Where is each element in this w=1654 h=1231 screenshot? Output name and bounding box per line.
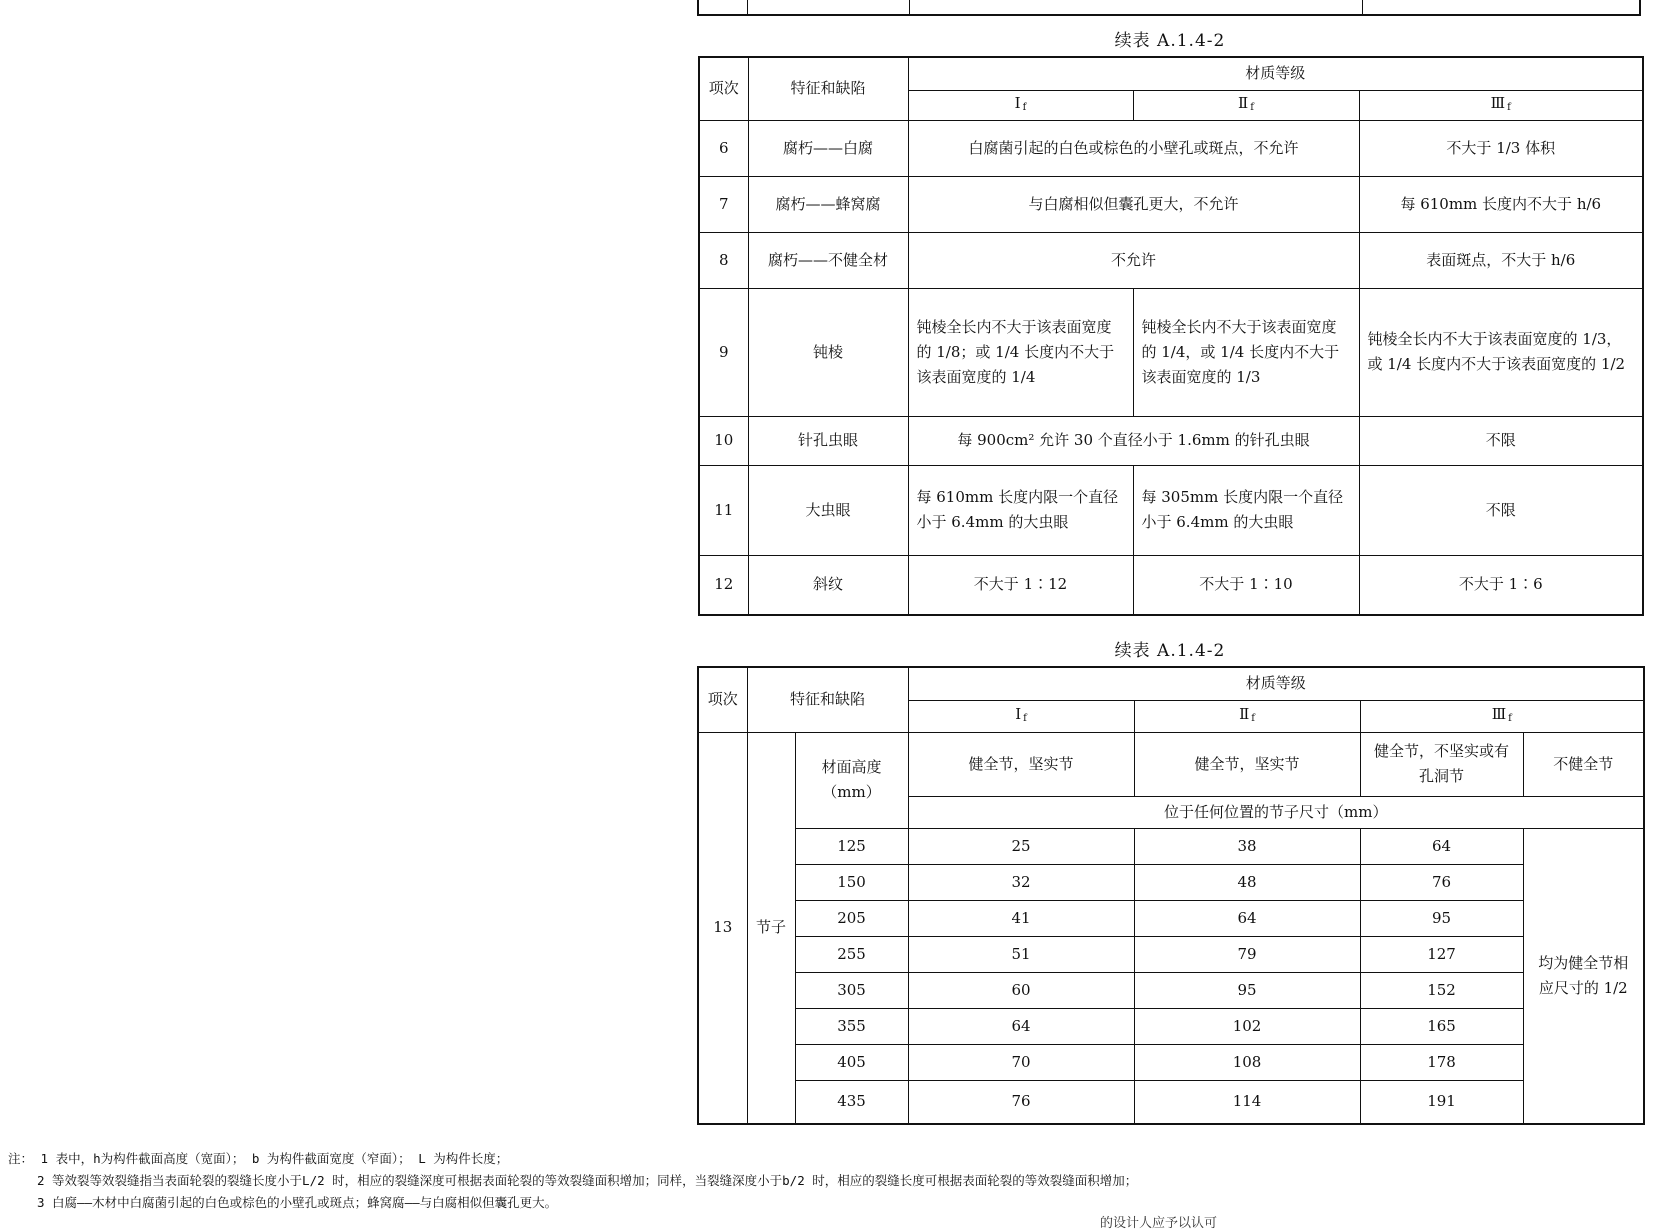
grade-3-knot-type-a: 健全节，不坚实或有孔洞节 [1360,732,1523,796]
height-value: 305 [795,972,908,1008]
cut-off-text: 的设计人应予以认可 [1100,1216,1218,1231]
grade-1-value: 51 [908,936,1134,972]
grade-1-2-value: 每 900cm² 允许 30 个直径小于 1.6mm 的针孔虫眼 [908,416,1359,465]
grade-2-value: 每 305mm 长度内限一个直径小于 6.4mm 的大虫眼 [1133,465,1359,555]
grade-2-value: 95 [1134,972,1360,1008]
table-row [698,864,1644,900]
header-grade: 材质等级 [908,667,1644,700]
grade-1-value: 60 [908,972,1134,1008]
height-value: 355 [795,1008,908,1044]
grade-1-value: 41 [908,900,1134,936]
header-grade-3: Ⅲ $_f$ [1360,700,1644,732]
table-row [698,1044,1644,1080]
grade-2-value: 不大于 1∶10 [1133,555,1359,615]
grade-3-value: 不大于 1∶6 [1359,555,1643,615]
knot-size-label: 位于任何位置的节子尺寸（mm） [908,796,1644,828]
grade-1-knot-type: 健全节，坚实节 [908,732,1134,796]
grade-3-value: 不限 [1359,465,1643,555]
grade-3-value: 178 [1360,1044,1523,1080]
grade-3-value: 152 [1360,972,1523,1008]
table-caption-2: 续表 A.1.4-2 [1114,641,1226,661]
cut-off-text-fragment [1100,1216,1300,1231]
header-item-no: 项次 [699,57,748,120]
table-notes [8,1148,1628,1214]
header-feature: 特征和缺陷 [748,57,908,120]
header-grade-1: Ⅰ $_f$ [908,90,1133,120]
grade-1-value: 70 [908,1044,1134,1080]
grade-2-value: 38 [1134,828,1360,864]
grade-3-value: 127 [1360,936,1523,972]
height-value: 435 [795,1080,908,1124]
grade-1-2-value: 不允许 [908,232,1359,288]
grade-3-value: 76 [1360,864,1523,900]
feature: 钝棱 [748,288,908,416]
header-grade-2: Ⅱ $_f$ [1134,700,1360,732]
grade-1-value: 76 [908,1080,1134,1124]
table-row [699,288,1643,416]
table-row [699,176,1643,232]
grade-3-value: 钝棱全长内不大于该表面宽度的 1/3，或 1/4 长度内不大于该表面宽度的 1/2 [1359,288,1643,416]
table-caption-1: 续表 A.1.4-2 [1114,31,1226,51]
table-row [698,1080,1644,1124]
feature: 腐朽——不健全材 [748,232,908,288]
grade-3-value: 95 [1360,900,1523,936]
previous-table-remnant [697,0,1641,16]
header-item-no: 项次 [698,667,747,732]
table-row [698,900,1644,936]
grade-3-value: 每 610mm 长度内不大于 h/6 [1359,176,1643,232]
defect-table-continued-2 [697,666,1645,1125]
table-row [698,1008,1644,1044]
height-value: 405 [795,1044,908,1080]
header-grade: 材质等级 [908,57,1643,90]
grade-1-value: 不大于 1∶12 [908,555,1133,615]
grade-1-value: 32 [908,864,1134,900]
grade-1-value: 钝棱全长内不大于该表面宽度的 1/8；或 1/4 长度内不大于该表面宽度的 1/4 [908,288,1133,416]
item-no: 11 [699,465,748,555]
grade-2-value: 102 [1134,1008,1360,1044]
feature: 腐朽——白腐 [748,120,908,176]
header-grade-3: Ⅲ $_f$ [1359,90,1643,120]
note-2: 2 等效裂等效裂缝指当表面轮裂的裂缝长度小于L/2 时，相应的裂缝深度可根据表面轮裂的等效裂缝面积增加；同样，当裂缝深度小于b/2 时，相应的裂缝长度可根据表面轮裂的等效裂缝面积增加； [37,1173,1138,1188]
grade-1-2-value: 白腐菌引起的白色或棕色的小壁孔或斑点，不允许 [908,120,1359,176]
height-value: 150 [795,864,908,900]
item-no: 8 [699,232,748,288]
table-row [699,465,1643,555]
header-grade-1: Ⅰ $_f$ [908,700,1134,732]
grade-3-value: 165 [1360,1008,1523,1044]
item-no: 13 [698,732,747,1124]
grade-1-value: 64 [908,1008,1134,1044]
table-row [698,972,1644,1008]
table-row [699,232,1643,288]
header-feature: 特征和缺陷 [747,667,908,732]
grade-3-knot-type-b: 不健全节 [1523,732,1644,796]
feature: 针孔虫眼 [748,416,908,465]
feature: 斜纹 [748,555,908,615]
grade-2-value: 108 [1134,1044,1360,1080]
note-1: 注： 1 表中，h为构件截面高度（宽面）； b 为构件截面宽度（窄面）； L 为构件长度； [8,1151,509,1166]
grade-2-knot-type: 健全节，坚实节 [1134,732,1360,796]
grade-3-value: 191 [1360,1080,1523,1124]
grade-3-value: 不限 [1359,416,1643,465]
note-3: 3 白腐——木材中白腐菌引起的白色或棕色的小壁孔或斑点；蜂窝腐——与白腐相似但囊孔更大。 [37,1195,558,1210]
item-no: 6 [699,120,748,176]
grade-2-value: 79 [1134,936,1360,972]
grade-3-value: 64 [1360,828,1523,864]
height-value: 255 [795,936,908,972]
item-no: 12 [699,555,748,615]
grade-1-value: 每 610mm 长度内限一个直径小于 6.4mm 的大虫眼 [908,465,1133,555]
grade-2-value: 64 [1134,900,1360,936]
grade-1-value: 25 [908,828,1134,864]
feature: 节子 [747,732,795,1124]
table-row [698,828,1644,864]
height-value: 205 [795,900,908,936]
grade-1-2-value: 与白腐相似但囊孔更大，不允许 [908,176,1359,232]
grade-2-value: 114 [1134,1080,1360,1124]
unsound-knot-note: 均为健全节相应尺寸的 1/2 [1523,828,1644,1124]
item-no: 10 [699,416,748,465]
item-no: 7 [699,176,748,232]
table-row [699,120,1643,176]
table-row [699,555,1643,615]
feature: 腐朽——蜂窝腐 [748,176,908,232]
table-row [699,416,1643,465]
defect-table-continued-1 [698,56,1644,616]
grade-3-value: 不大于 1/3 体积 [1359,120,1643,176]
grade-2-value: 48 [1134,864,1360,900]
height-value: 125 [795,828,908,864]
grade-2-value: 钝棱全长内不大于该表面宽度的 1/4，或 1/4 长度内不大于该表面宽度的 1/3 [1133,288,1359,416]
item-no: 9 [699,288,748,416]
table-row [698,936,1644,972]
feature: 大虫眼 [748,465,908,555]
height-label: 材面高度（mm） [795,732,908,828]
header-grade-2: Ⅱ $_f$ [1133,90,1359,120]
grade-3-value: 表面斑点，不大于 h/6 [1359,232,1643,288]
